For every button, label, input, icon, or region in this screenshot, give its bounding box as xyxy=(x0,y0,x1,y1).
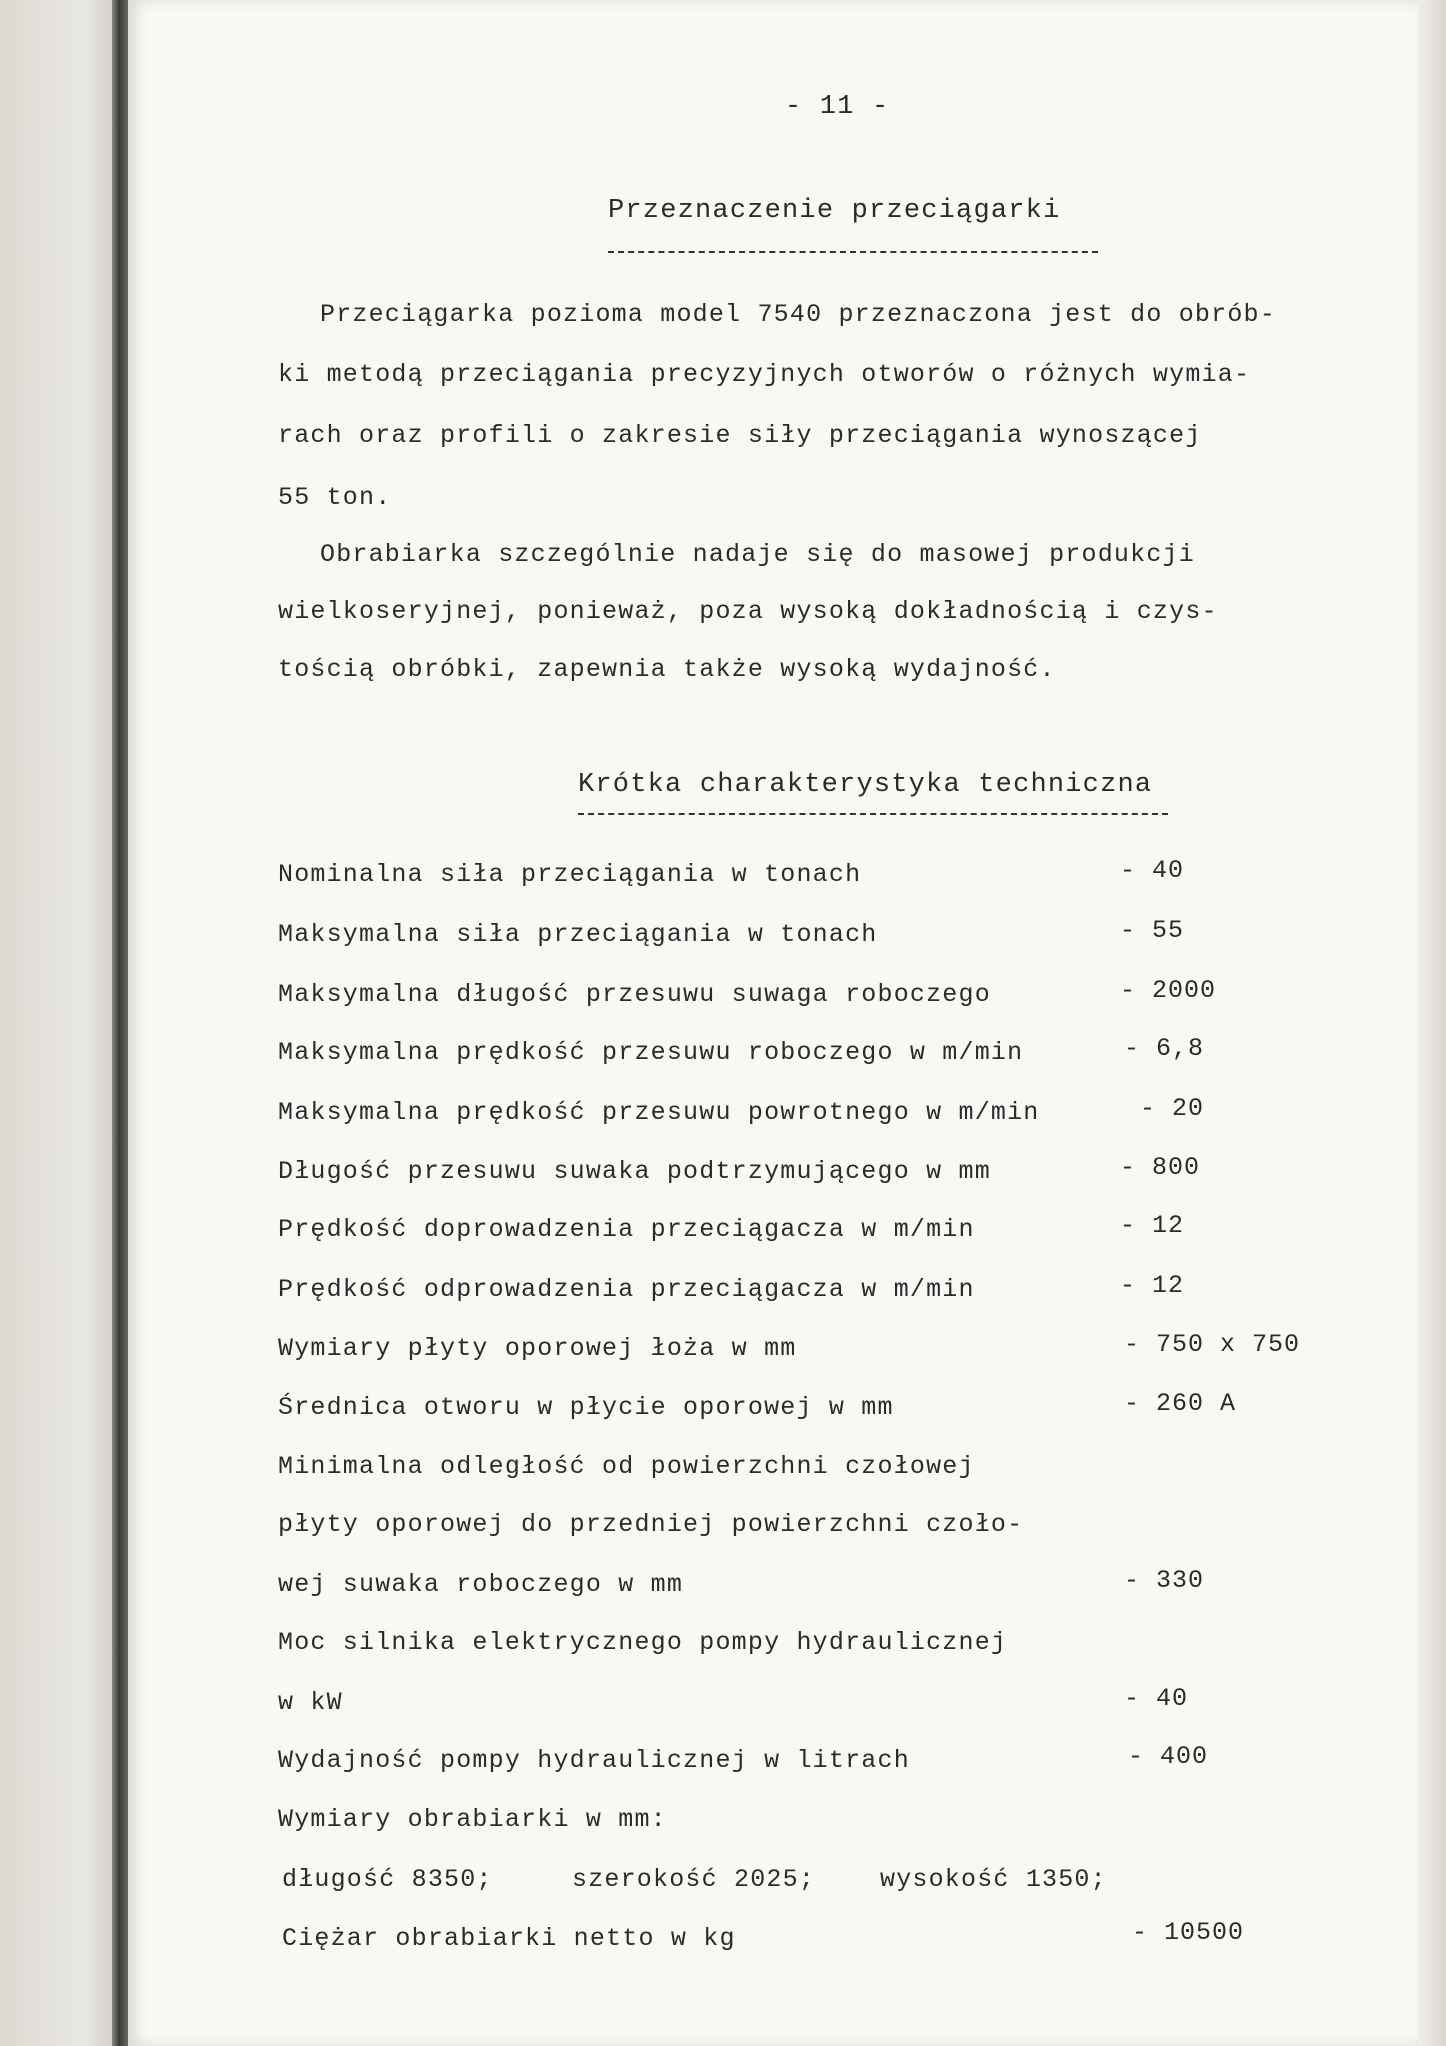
subtitle-underline xyxy=(578,813,1168,815)
spec-label: w kW xyxy=(278,1688,343,1717)
subsection-title: Krótka charakterystyka techniczna xyxy=(578,770,1153,800)
intro-line: rach oraz profili o zakresie siły przeciągania wynoszącej xyxy=(278,421,1202,450)
weight-label: Ciężar obrabiarki netto w kg xyxy=(282,1924,736,1953)
weight-value: - 10500 xyxy=(1132,1918,1245,1947)
intro-line: Obrabiarka szczególnie nadaje się do masowej produkcji xyxy=(320,540,1195,569)
spec-label: Wydajność pompy hydraulicznej w litrach xyxy=(278,1746,910,1775)
dimension-length: długość 8350; xyxy=(282,1865,493,1894)
intro-line: tością obróbki, zapewnia także wysoką wydajność. xyxy=(278,655,1056,684)
spec-value: - 12 xyxy=(1120,1211,1185,1240)
spec-label: Długość przesuwu suwaka podtrzymującego w mm xyxy=(278,1157,991,1186)
spec-label: Wymiary obrabiarki w mm: xyxy=(278,1805,667,1834)
page-right-edge xyxy=(1418,0,1446,2046)
spec-label: Prędkość doprowadzenia przeciągacza w m/min xyxy=(278,1215,975,1244)
spec-value: - 750 x 750 xyxy=(1124,1330,1301,1359)
spec-label: Maksymalna siła przeciągania w tonach xyxy=(278,920,878,949)
page-number: - 11 - xyxy=(785,92,890,122)
book-gutter xyxy=(112,0,128,2046)
spec-value: - 800 xyxy=(1120,1153,1201,1182)
spec-label: Maksymalna prędkość przesuwu roboczego w m/min xyxy=(278,1038,1024,1067)
spec-label: Maksymalna długość przesuwu suwaga roboczego xyxy=(278,980,991,1009)
spec-label: Moc silnika elektrycznego pompy hydraulicznej xyxy=(278,1628,1008,1657)
intro-line: wielkoseryjnej, ponieważ, poza wysoką dokładnością i czys- xyxy=(278,597,1218,626)
spec-value: - 330 xyxy=(1124,1566,1205,1595)
spec-value: - 260 A xyxy=(1124,1389,1237,1418)
intro-line: 55 ton. xyxy=(278,483,392,512)
spec-value: - 20 xyxy=(1140,1094,1205,1123)
section-title: Przeznaczenie przeciągarki xyxy=(608,196,1061,226)
dimension-width: szerokość 2025; xyxy=(572,1865,816,1894)
spec-label: Maksymalna prędkość przesuwu powrotnego w m/min xyxy=(278,1098,1040,1127)
spec-value: - 40 xyxy=(1124,1684,1189,1713)
spec-value: - 2000 xyxy=(1120,976,1217,1005)
intro-line: Przeciągarka pozioma model 7540 przeznaczona jest do obrób- xyxy=(320,300,1276,329)
title-underline xyxy=(608,251,1098,253)
spec-label: wej suwaka roboczego w mm xyxy=(278,1570,684,1599)
spec-label: Nominalna siła przeciągania w tonach xyxy=(278,860,862,889)
intro-line: ki metodą przeciągania precyzyjnych otworów o różnych wymia- xyxy=(278,360,1251,389)
previous-page-edge xyxy=(0,0,120,2046)
spec-value: - 40 xyxy=(1120,856,1185,885)
dimension-height: wysokość 1350; xyxy=(880,1865,1107,1894)
spec-value: - 12 xyxy=(1120,1271,1185,1300)
spec-value: - 6,8 xyxy=(1124,1034,1205,1063)
spec-label: Średnica otworu w płycie oporowej w mm xyxy=(278,1393,894,1422)
spec-label: Wymiary płyty oporowej łoża w mm xyxy=(278,1334,797,1363)
spec-label: Minimalna odległość od powierzchni czołowej xyxy=(278,1452,975,1481)
spec-value: - 55 xyxy=(1120,916,1185,945)
spec-value: - 400 xyxy=(1128,1742,1209,1771)
spec-label: płyty oporowej do przedniej powierzchni czoło- xyxy=(278,1510,1024,1539)
spec-label: Prędkość odprowadzenia przeciągacza w m/min xyxy=(278,1275,975,1304)
